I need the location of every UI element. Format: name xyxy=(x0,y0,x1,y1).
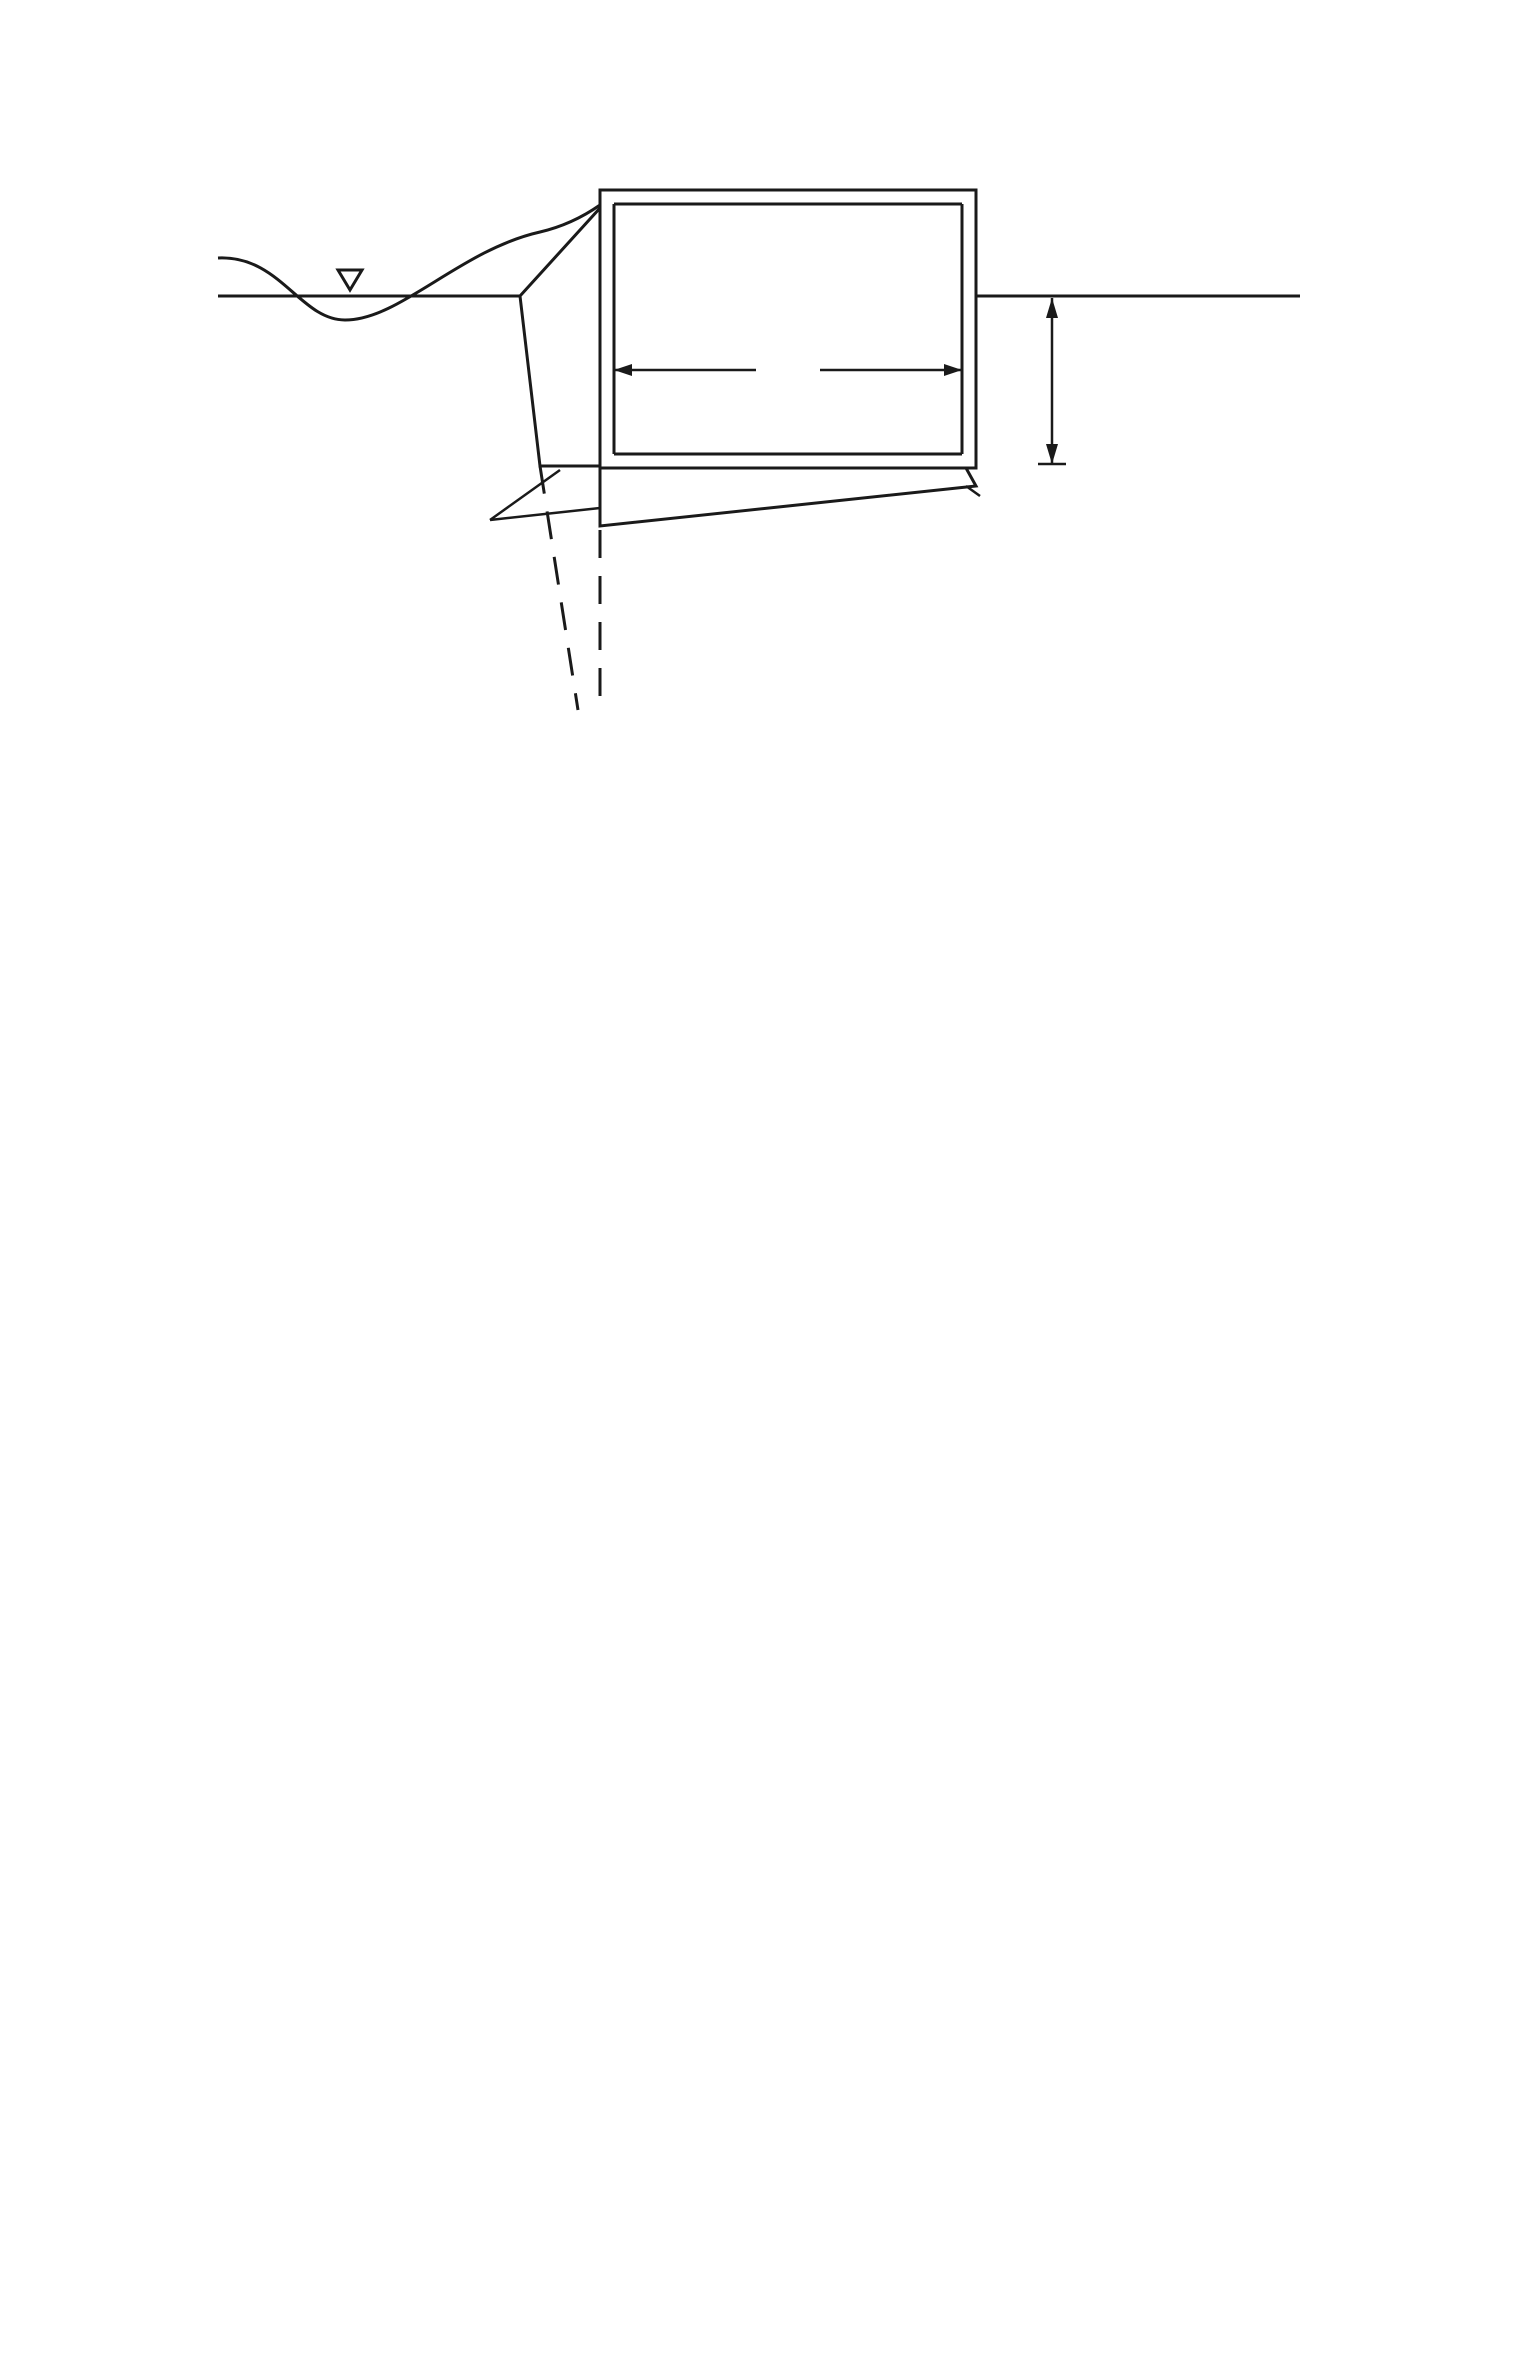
box-screen xyxy=(600,190,976,468)
water-wave xyxy=(218,205,600,320)
water-level-symbol xyxy=(338,270,362,290)
bottom-uplift-epure xyxy=(600,468,976,526)
left-pressure-epure xyxy=(520,208,600,466)
dashed-line-left xyxy=(540,466,578,710)
pressure-diagram-figure xyxy=(0,0,1536,720)
